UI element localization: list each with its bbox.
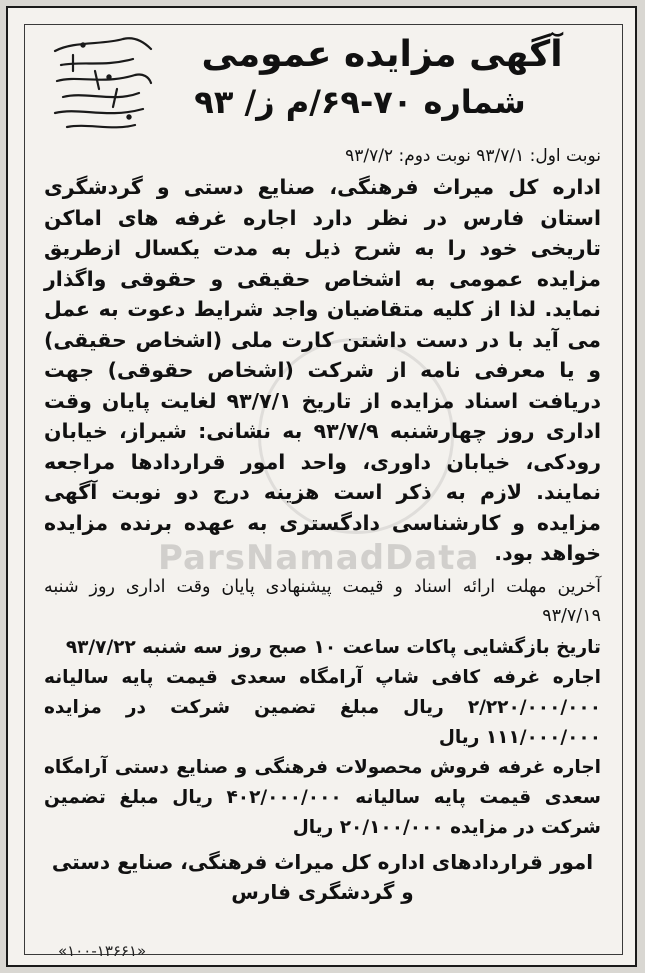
submission-deadline: آخرین مهلت ارائه اسناد و قیمت پیشنهادی پایان وقت اداری روز شنبه ۹۳/۷/۱۹ bbox=[44, 576, 601, 626]
notice-number: شماره ۷۰-۶۹/م ز/ ۹۳ bbox=[194, 83, 526, 121]
notice-content bbox=[44, 142, 601, 907]
watermark-text: ParsNamadData bbox=[158, 538, 480, 578]
notice-body: اداره کل میراث فرهنگی، صنایع دستی و گردشگری استان فارس در نظر دارد اجاره غرفه های اماکن تاریخی خود را به شرح ذیل به مدت یکسال ازطریق مزایده عمومی به اشخاص حقیقی و حقوقی واگذار نماید. لذا از کلیه متقاضیان واجد شرایط دعوت به عمل می آید با در دست داشتن کارت ملی (اشخاص حقیقی) و یا معرفی نامه از شرکت (اشخاص حقوقی) جهت دریافت اسناد مزایده از تاریخ ۹۳/۷/۱ لغایت پایان وقت اداری روز چهارشنبه ۹۳/۷/۹ به نشانی: شیراز، خیابان رودکی، خیابان داوری، واحد امور قراردادها مراجعه نمایند. لازم به ذکر است هزینه درج دو نوبت آگهی مزایده و کارشناسی دادگستری به عهده برنده مزایده خواهد بود. bbox=[44, 175, 601, 565]
auction-item: اجاره غرفه فروش محصولات فرهنگی و صنایع دستی آرامگاه سعدی قیمت پایه سالیانه ۴۰۲/۰۰۰/۰۰۰ ریال مبلغ تضمین شرکت در مزایده ۲۰/۱۰۰/۰۰۰ ریال bbox=[44, 756, 601, 838]
signature-line-1: امور قراردادهای اداره کل میراث فرهنگی، صنایع دستی bbox=[51, 849, 594, 874]
signature-line-2: و گردشگری فارس bbox=[231, 879, 414, 904]
publication-rounds: نوبت اول: ۹۳/۷/۱ نوبت دوم: ۹۳/۷/۲ bbox=[345, 146, 601, 166]
calligraphy-logo-icon bbox=[43, 31, 161, 139]
notice-page bbox=[6, 6, 637, 967]
opening-date: تاریخ بازگشایی پاکات ساعت ۱۰ صبح روز سه شنبه ۹۳/۷/۲۲ bbox=[65, 636, 601, 658]
notice-code: «۱۰۰-۱۳۶۶۱» bbox=[58, 942, 147, 960]
signature-block bbox=[44, 847, 601, 907]
organization-logo bbox=[42, 30, 162, 140]
auction-item: اجاره غرفه کافی شاپ آرامگاه سعدی قیمت پایه سالیانه ۲/۲۲۰/۰۰۰/۰۰۰ ریال مبلغ تضمین شرکت در مزایده ۱۱۱/۰۰۰/۰۰۰ ریال bbox=[44, 666, 601, 748]
notice-title: آگهی مزایده عمومی bbox=[201, 34, 563, 75]
